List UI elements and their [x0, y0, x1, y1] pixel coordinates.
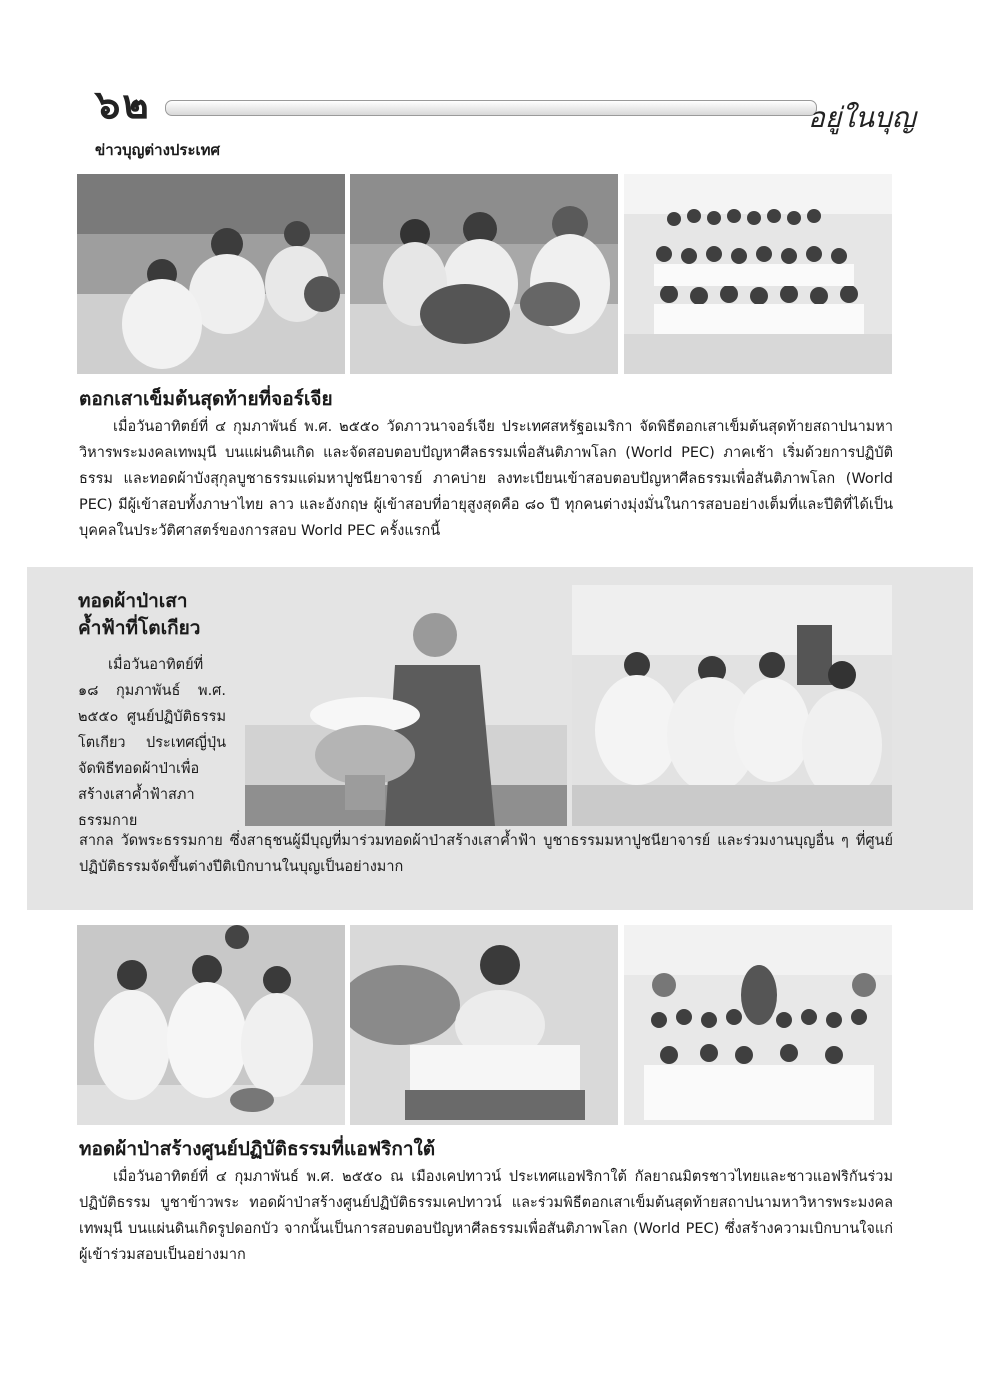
article-capetown-body: เมื่อวันอาทิตย์ที่ ๔ กุมภาพันธ์ พ.ศ. ๒๕๕๐ ณ เมืองเคปทาวน์ ประเทศแอฟริกาใต้ กัลยาณมิตรชาวไทยและชาวแอฟริกันร่วมปฏิบัติธรรม บูชาข้าวพระ ทอดผ้าป่าสร้างศูนย์ปฏิบัติธรรมเคปทาวน์ และร่วมพิธีตอกเสาเข็มต้นสุดท้ายสถาปนามหาวิหารพระมงคลเทพมุนี บนแผ่นดินเกิดรูปดอกบัว จากนั้นเป็นการสอบตอบปัญหาศีลธรรมเพื่อสันติภาพโลก (World PEC) ซึ่งสร้างความเบิกบานใจแก่ผู้เข้าร่วมสอบเป็นอย่างมาก [79, 1169, 893, 1263]
photo-tokyo-monk [245, 585, 567, 826]
photo-capetown-group [624, 925, 892, 1125]
article-georgia-body: เมื่อวันอาทิตย์ที่ ๔ กุมภาพันธ์ พ.ศ. ๒๕๕๐ วัดภาวนาจอร์เจีย ประเทศสหรัฐอเมริกา จัดพิธีตอกเสาเข็มต้นสุดท้ายสถาปนามหาวิหารพระมงคลเทพมุนี บนแผ่นดินเกิด และจัดสอบตอบปัญหาศีลธรรมเพื่อสันติภาพโลก (World PEC) ภาคเช้า เริ่มด้วยการปฏิบัติธรรม และทอดผ้าบังสุกุลบูชาธรรมแด่มหาปูชนียาจารย์ ภาคบ่าย ลงทะเบียนเข้าสอบตอบปัญหาศีลธรรมเพื่อสันติภาพโลก (World PEC) มีผู้เข้าสอบทั้งภาษาไทย ลาว และอังกฤษ ผู้เข้าสอบที่อายุสูงสุดคือ ๘๐ ปี ทุกคนต่างมุ่งมั่นในการสอบอย่างเต็มที่และปีติที่ได้เป็นบุคคลในประวัติศาสตร์ของการสอบ World PEC ครั้งแรกนี้ [79, 419, 893, 539]
page-number: ๖๒ [95, 81, 151, 128]
photo-georgia-women-exam [77, 174, 345, 374]
photo-georgia-men-booklets [350, 174, 618, 374]
photo-capetown-pouring [77, 925, 345, 1125]
section-label: ข่าวบุญต่างประเทศ [95, 141, 221, 159]
photo-capetown-exam-writing [350, 925, 618, 1125]
article-tokyo-body-cont: สากล วัดพระธรรมกาย ซึ่งสาธุชนผู้มีบุญที่มาร่วมทอดผ้าป่าสร้างเสาค้ำฟ้า บูชาธรรมมหาปูชนียาจารย์ และร่วมงานบุญอื่น ๆ ที่ศูนย์ปฏิบัติธรรมจัดขึ้นต่างปีติเบิกบานในบุญเป็นอย่างมาก [79, 833, 893, 875]
magazine-logo: อยู่ในบุญ [808, 101, 916, 134]
header-rule [165, 100, 817, 116]
photo-georgia-group [624, 174, 892, 374]
article-capetown-title: ทอดผ้าป่าสร้างศูนย์ปฏิบัติธรรมที่แอฟริกาใต้ [79, 1138, 436, 1160]
photo-tokyo-meditators [572, 585, 892, 826]
article-georgia-title: ตอกเสาเข็มต้นสุดท้ายที่จอร์เจีย [79, 388, 333, 410]
article-tokyo-title: ทอดผ้าป่าเสาค้ำฟ้าที่โตเกียว [78, 590, 201, 639]
article-tokyo-body-side: เมื่อวันอาทิตย์ที่ ๑๘ กุมภาพันธ์ พ.ศ. ๒๕๕๐ ศูนย์ปฏิบัติธรรมโตเกียว ประเทศญี่ปุ่น จัดพิธีทอดผ้าป่าเพื่อสร้างเสาค้ำฟ้าสภาธรรมกาย [78, 657, 226, 829]
